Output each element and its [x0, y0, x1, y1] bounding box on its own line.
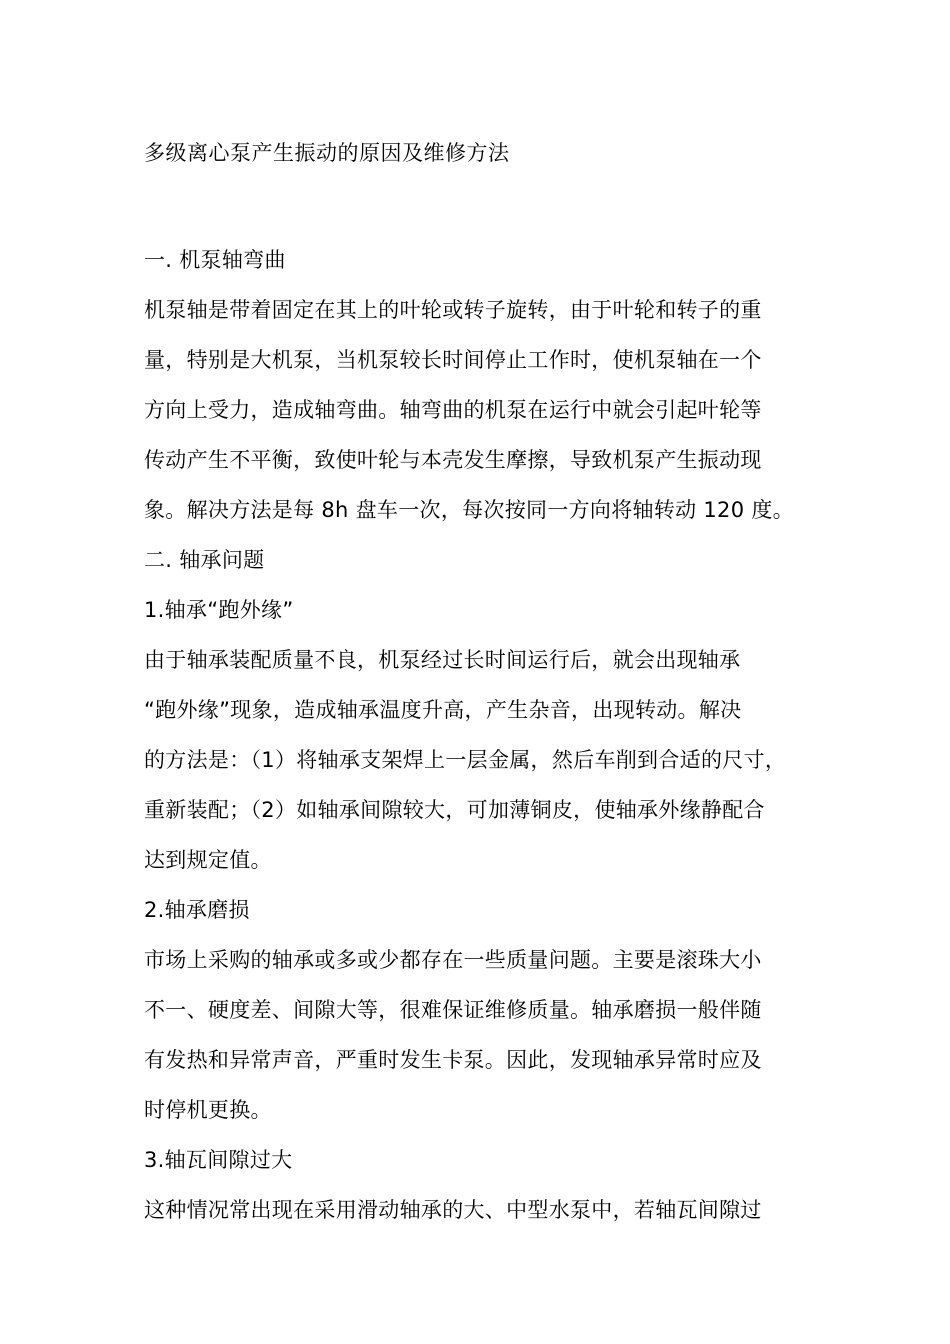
paragraph-line: 不一、硬度差、间隙大等，很难保证维修质量。轴承磨损一般伴随	[144, 998, 762, 1022]
paragraph-line: 的方法是：（1）将轴承支架焊上一层金属，然后车削到合适的尺寸，	[144, 748, 787, 772]
paragraph-line: 时停机更换。	[144, 1098, 272, 1122]
paragraph-line: 机泵轴是带着固定在其上的叶轮或转子旋转，由于叶轮和转子的重	[144, 298, 762, 322]
document-title: 多级离心泵产生振动的原因及维修方法	[144, 141, 510, 165]
paragraph-line: 这种情况常出现在采用滑动轴承的大、中型水泵中，若轴瓦间隙过	[144, 1198, 762, 1222]
paragraph-line: 由于轴承装配质量不良，机泵经过长时间运行后，就会出现轴承	[144, 648, 741, 672]
paragraph-line: 重新装配；（2）如轴承间隙较大，可加薄铜皮，使轴承外缘静配合	[144, 798, 765, 822]
subheading-2-1: 1.轴承“跑外缘”	[144, 598, 294, 622]
paragraph-line: 市场上采购的轴承或多或少都存在一些质量问题。主要是滚珠大小	[144, 948, 762, 972]
document-body	[144, 128, 816, 1235]
paragraph-line: 方向上受力，造成轴弯曲。轴弯曲的机泵在运行中就会引起叶轮等	[144, 398, 762, 422]
heading-1: 一. 机泵轴弯曲	[144, 248, 286, 272]
paragraph-line: 量，特别是大机泵，当机泵较长时间停止工作时，使机泵轴在一个	[144, 348, 762, 372]
title-spacer	[144, 178, 816, 235]
paragraph-line: 达到规定值。	[144, 848, 272, 872]
paragraph-line: 象。解决方法是每 8h 盘车一次，每次按同一方向将轴转动 120 度。	[144, 498, 794, 522]
heading-2: 二. 轴承问题	[144, 548, 265, 572]
paragraph-line: 传动产生不平衡，致使叶轮与本壳发生摩擦，导致机泵产生振动现	[144, 448, 762, 472]
paragraph-line: 有发热和异常声音，严重时发生卡泵。因此，发现轴承异常时应及	[144, 1048, 762, 1072]
paragraph-line: “跑外缘”现象，造成轴承温度升高，产生杂音，出现转动。解决	[144, 698, 742, 722]
subheading-2-2: 2.轴承磨损	[144, 898, 250, 922]
subheading-2-3: 3.轴瓦间隙过大	[144, 1148, 293, 1172]
